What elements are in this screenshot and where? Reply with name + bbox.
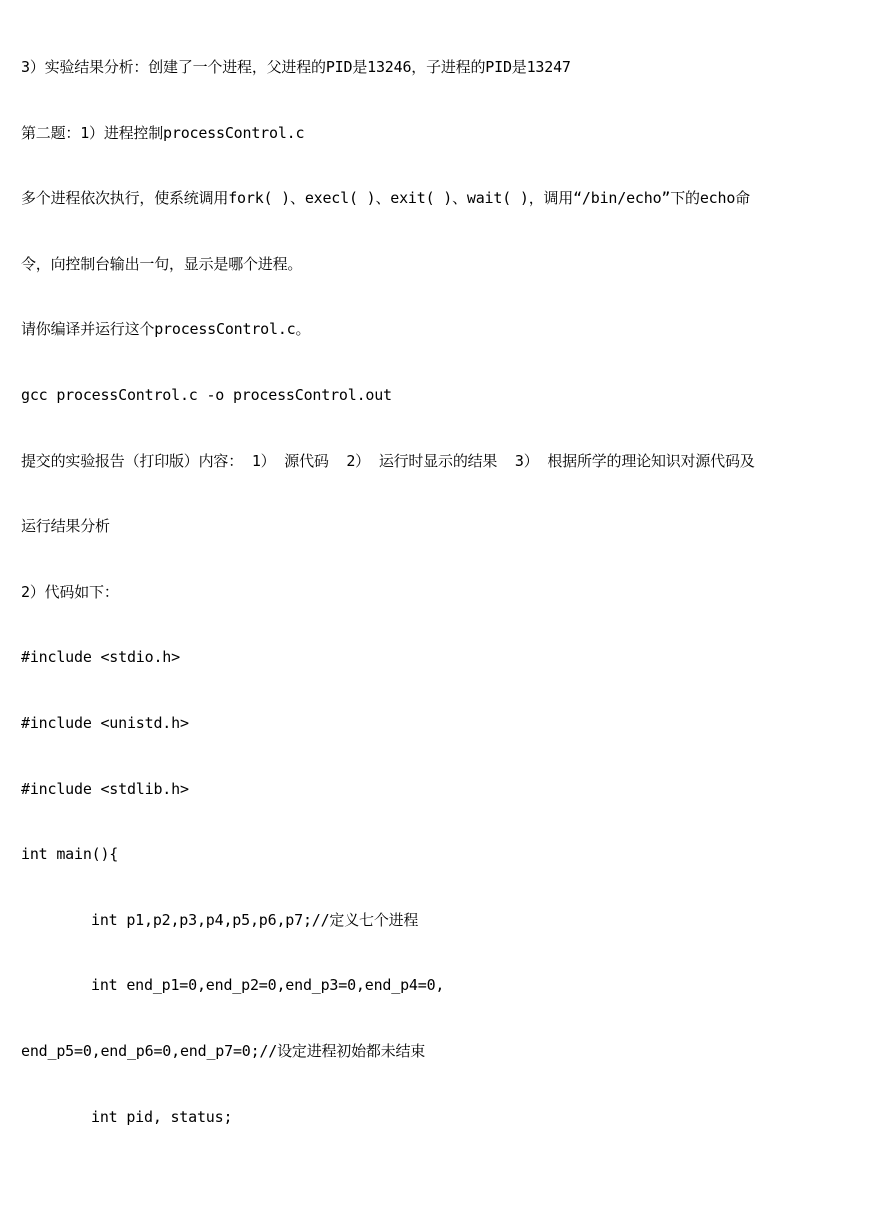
code-process-declaration: int p1,p2,p3,p4,p5,p6,p7;//定义七个进程 [91,911,419,929]
report-requirements-line-1: 提交的实验报告（打印版）内容： 1） 源代码 2） 运行时显示的结果 3） 根据所学的理论知识对源代码及 [21,452,755,470]
code-include-stdio: #include <stdio.h> [21,648,180,666]
code-include-unistd: #include <unistd.h> [21,714,189,732]
analysis-result-line: 3）实验结果分析：创建了一个进程，父进程的PID是13246，子进程的PID是13247 [21,58,571,76]
report-requirements-line-2: 运行结果分析 [21,517,110,535]
gcc-command: gcc processControl.c -o processControl.out [21,386,392,404]
code-main-signature: int main(){ [21,845,119,863]
description-line-2: 令，向控制台输出一句，显示是哪个进程。 [21,255,303,273]
code-pid-status: int pid, status; [91,1108,233,1126]
description-line-1: 多个进程依次执行，使系统调用fork( )、execl( )、exit( )、wait( )，调用“/bin/echo”下的echo命 [21,189,750,207]
code-end-flags-line-1: int end_p1=0,end_p2=0,end_p3=0,end_p4=0, [91,976,445,994]
code-include-stdlib: #include <stdlib.h> [21,780,189,798]
code-heading: 2）代码如下： [21,583,119,601]
compile-instruction: 请你编译并运行这个processControl.c。 [21,320,311,338]
code-end-flags-line-2: end_p5=0,end_p6=0,end_p7=0;//设定进程初始都未结束 [21,1042,426,1060]
question-two-title: 第二题：1）进程控制processControl.c [21,124,305,142]
